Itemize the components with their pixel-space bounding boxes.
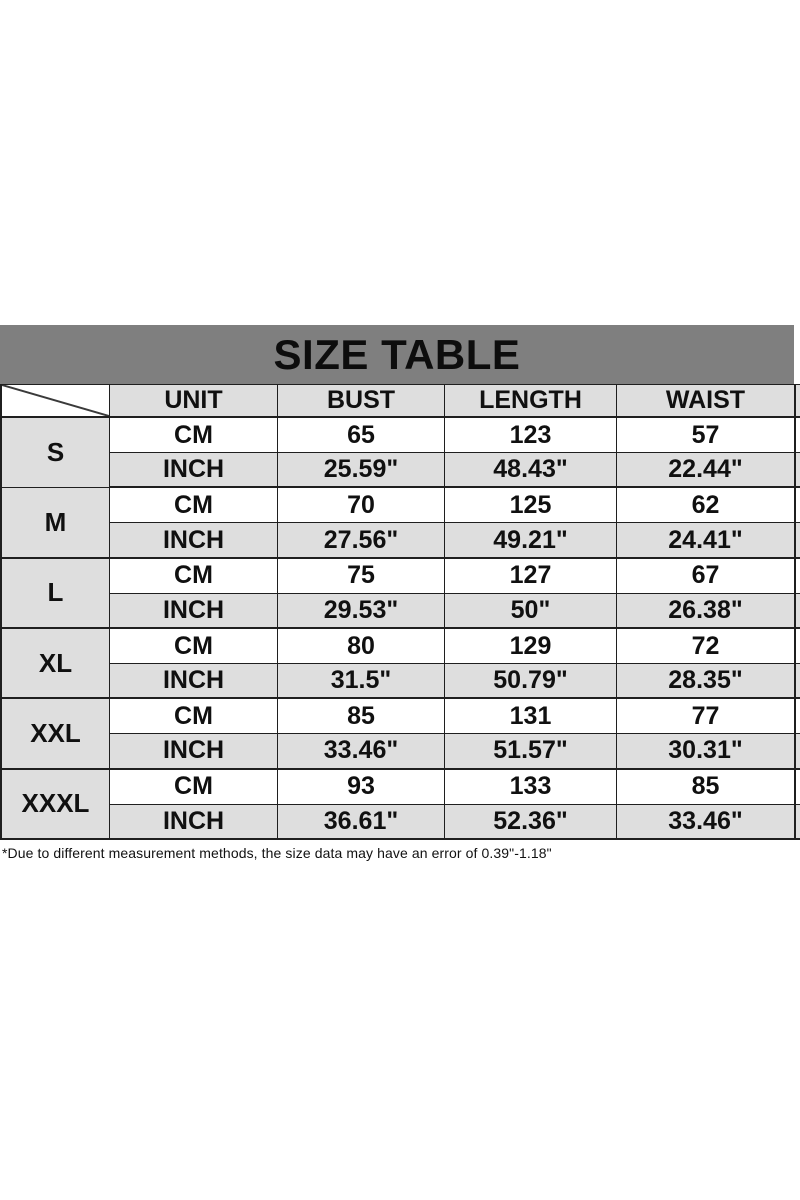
- header-cropped-sliver: [794, 385, 800, 418]
- size-label-xl: XL: [0, 629, 110, 699]
- cell-s-cm-waist: 57: [617, 418, 794, 453]
- cell-l-inch-waist: 26.38": [617, 594, 794, 629]
- row-cropped-sliver: [794, 629, 800, 664]
- size-label-s: S: [0, 418, 110, 488]
- unit-label-cm: CM: [110, 559, 278, 594]
- row-cropped-sliver: [794, 770, 800, 805]
- cell-l-cm-bust: 75: [278, 559, 445, 594]
- row-cropped-sliver: [794, 418, 800, 453]
- row-cropped-sliver: [794, 594, 800, 629]
- cell-l-cm-length: 127: [445, 559, 617, 594]
- cell-xxxl-inch-length: 52.36": [445, 805, 617, 840]
- cell-xxl-cm-length: 131: [445, 699, 617, 734]
- col-header-unit: UNIT: [110, 385, 278, 418]
- cell-xxl-cm-waist: 77: [617, 699, 794, 734]
- cell-xxxl-cm-length: 133: [445, 770, 617, 805]
- diagonal-line-icon: [2, 385, 109, 416]
- row-cropped-sliver: [794, 734, 800, 769]
- unit-label-inch: INCH: [110, 523, 278, 558]
- unit-label-inch: INCH: [110, 453, 278, 488]
- unit-label-inch: INCH: [110, 664, 278, 699]
- size-table: [0, 325, 800, 840]
- cell-xl-inch-waist: 28.35": [617, 664, 794, 699]
- cell-l-inch-bust: 29.53": [278, 594, 445, 629]
- cell-xl-inch-bust: 31.5": [278, 664, 445, 699]
- cell-l-inch-length: 50": [445, 594, 617, 629]
- cell-s-inch-length: 48.43": [445, 453, 617, 488]
- cell-l-cm-waist: 67: [617, 559, 794, 594]
- cell-xxl-inch-bust: 33.46": [278, 734, 445, 769]
- cell-m-cm-bust: 70: [278, 488, 445, 523]
- cell-m-cm-waist: 62: [617, 488, 794, 523]
- col-header-length: LENGTH: [445, 385, 617, 418]
- title-row-cropped-sliver: [794, 325, 800, 385]
- unit-label-inch: INCH: [110, 734, 278, 769]
- cell-xxxl-inch-bust: 36.61": [278, 805, 445, 840]
- cell-m-inch-length: 49.21": [445, 523, 617, 558]
- row-cropped-sliver: [794, 699, 800, 734]
- row-cropped-sliver: [794, 664, 800, 699]
- cell-m-cm-length: 125: [445, 488, 617, 523]
- cell-s-inch-bust: 25.59": [278, 453, 445, 488]
- row-cropped-sliver: [794, 523, 800, 558]
- size-label-l: L: [0, 559, 110, 629]
- cell-xl-cm-waist: 72: [617, 629, 794, 664]
- col-header-bust: BUST: [278, 385, 445, 418]
- cell-xxxl-cm-bust: 93: [278, 770, 445, 805]
- unit-label-inch: INCH: [110, 805, 278, 840]
- cell-xxl-inch-length: 51.57": [445, 734, 617, 769]
- unit-label-inch: INCH: [110, 594, 278, 629]
- size-label-m: M: [0, 488, 110, 558]
- cell-s-cm-bust: 65: [278, 418, 445, 453]
- col-header-waist: WAIST: [617, 385, 794, 418]
- cell-xxl-inch-waist: 30.31": [617, 734, 794, 769]
- cell-xxl-cm-bust: 85: [278, 699, 445, 734]
- unit-label-cm: CM: [110, 418, 278, 453]
- cell-xxxl-inch-waist: 33.46": [617, 805, 794, 840]
- row-cropped-sliver: [794, 488, 800, 523]
- row-cropped-sliver: [794, 559, 800, 594]
- unit-label-cm: CM: [110, 699, 278, 734]
- cell-m-inch-waist: 24.41": [617, 523, 794, 558]
- size-label-xxxl: XXXL: [0, 770, 110, 840]
- size-label-xxl: XXL: [0, 699, 110, 769]
- unit-label-cm: CM: [110, 629, 278, 664]
- measurement-error-footnote: *Due to different measurement methods, the size data may have an error of 0.39"-1.18": [2, 845, 552, 861]
- cell-xl-cm-bust: 80: [278, 629, 445, 664]
- row-cropped-sliver: [794, 453, 800, 488]
- diagonal-corner-cell: [0, 385, 110, 418]
- cell-s-inch-waist: 22.44": [617, 453, 794, 488]
- size-table-title: SIZE TABLE: [0, 325, 794, 385]
- unit-label-cm: CM: [110, 770, 278, 805]
- cell-xl-inch-length: 50.79": [445, 664, 617, 699]
- cell-xl-cm-length: 129: [445, 629, 617, 664]
- unit-label-cm: CM: [110, 488, 278, 523]
- cell-m-inch-bust: 27.56": [278, 523, 445, 558]
- row-cropped-sliver: [794, 805, 800, 840]
- cell-s-cm-length: 123: [445, 418, 617, 453]
- cell-xxxl-cm-waist: 85: [617, 770, 794, 805]
